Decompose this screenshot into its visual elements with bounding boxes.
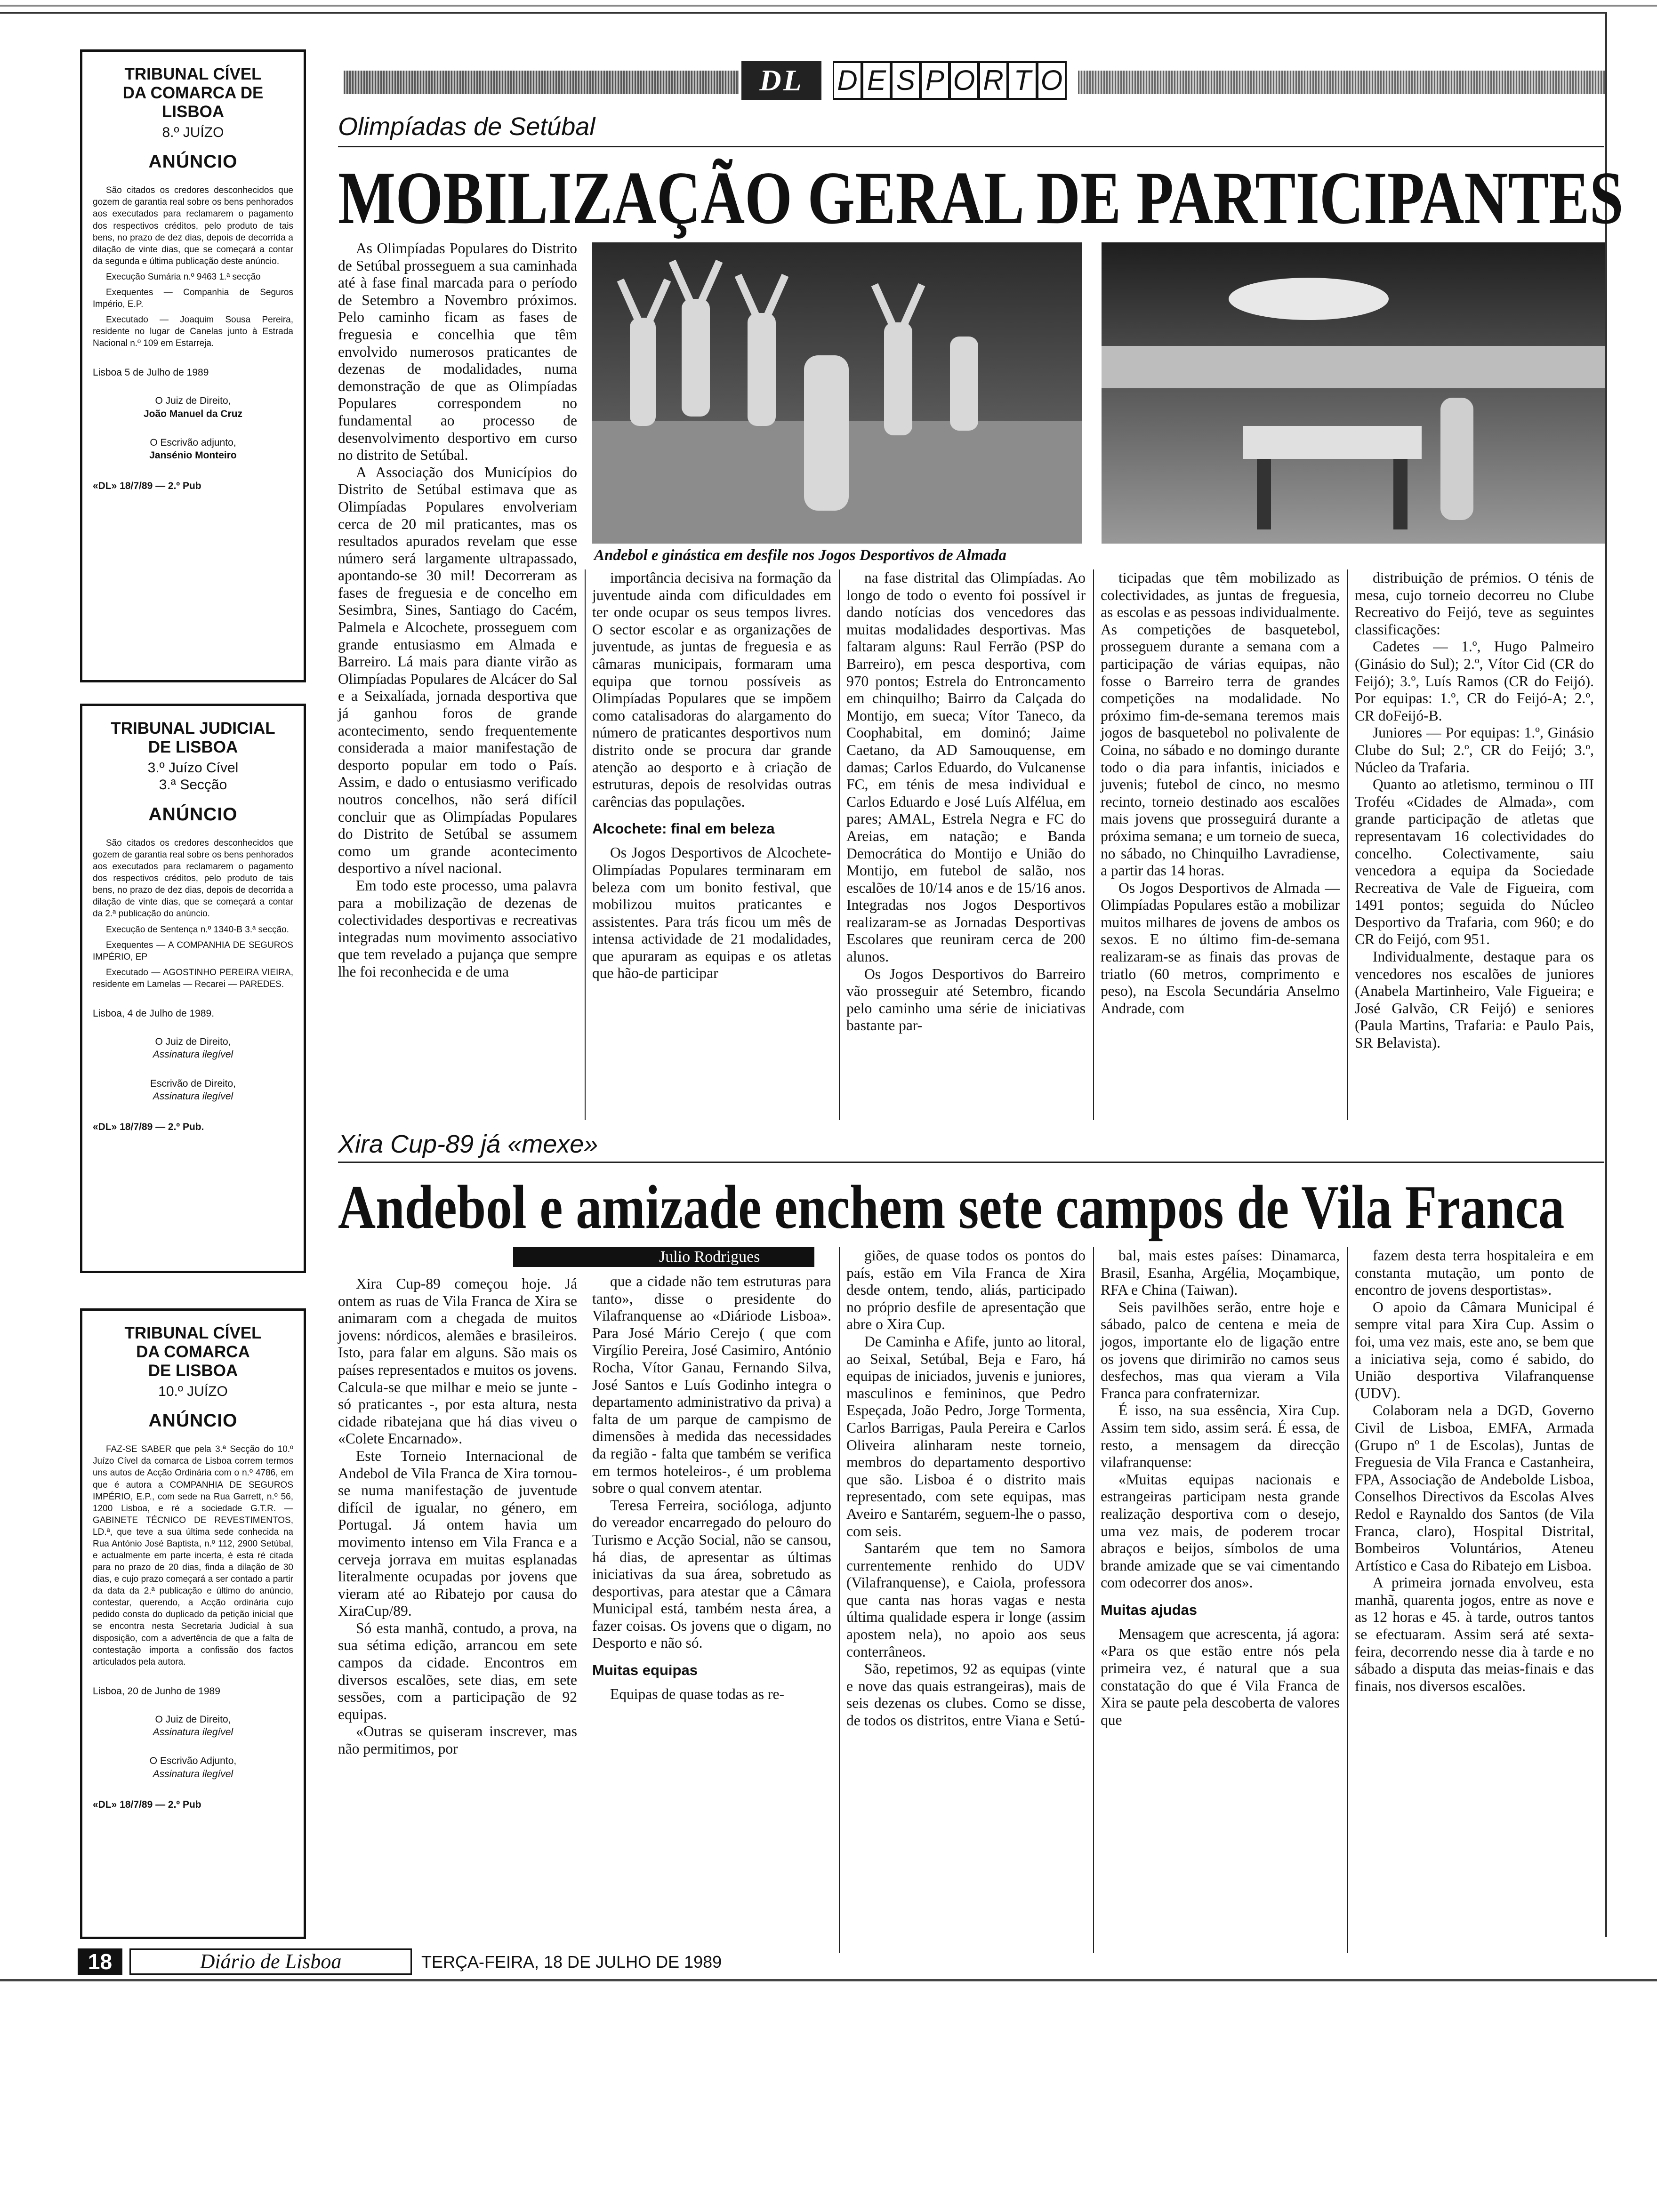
notice-body: [93, 837, 293, 990]
photo-ginastica: [1102, 242, 1605, 544]
article-subheading: Muitas ajudas: [1101, 1601, 1197, 1618]
photo-andebol: [592, 242, 1082, 544]
photo-andebol-image: [592, 242, 1082, 544]
notice-paragraph: Execução de Sentença n.º 1340-B 3.ª secção.: [106, 924, 289, 935]
article-paragraph: Xira Cup-89 começou hoje. Já ontem as ruas de Vila Franca de Xira se animaram com a chegada de muitos jovens: nórdicos, alemães e brasileiros. Isto, para falar em alguns. São mais os países representados e muitos os jovens. Calcula-se que milhar e meio se junte - só praticantes -, por esta altura, nesta cidade ribatejana que há dias viveu o «Colete Encarnado».: [338, 1275, 577, 1447]
kicker-rule: [338, 146, 1604, 147]
article-paragraph: Em todo este processo, uma palavra para a mobilização de dezenas de colectividades desportivas e recreativas integradas num movimento associativo que tem revelado a pujança que sempre lhe foi reconhecida e de uma: [338, 877, 577, 980]
signature-role: O Juiz de Direito,: [155, 395, 231, 407]
signature-name: Assinatura ilegível: [153, 1049, 233, 1060]
notice-subtitle: 3.º Juízo Cível 3.ª Secção: [147, 760, 239, 793]
section-letter: D: [833, 61, 862, 100]
article1-col3: [846, 569, 1086, 1034]
notice-date: Lisboa 5 de Julho de 1989: [93, 367, 209, 378]
article1-col2: [592, 569, 831, 982]
article-paragraph: Santarém que tem no Samora currentemente renhido do UDV (Vilafranquense), e Caiola, professora que canta nas horas vagas e nesta última qualidade espera ir longe (assim apostem nela), no apoio aos seus conterrâneos.: [846, 1540, 1086, 1660]
byline: Julio Rodrigues: [659, 1248, 760, 1266]
article-paragraph: «Outras se quiseram inscrever, mas não permitimos, por: [338, 1723, 577, 1757]
article-paragraph: Cadetes — 1.º, Hugo Palmeiro (Ginásio do Sul); 2.º, Vítor Cid (CR do Feijó); 3.º, Luís Ramos (CR do Feijó). Por equipas: 1.º, CR do Feijó-A; 2.º, CR doFeijó-B.: [1355, 638, 1594, 724]
article-paragraph: na fase distrital das Olimpíadas. Ao longo de todo o evento foi possível ir dando notícias dos vencedores das muitas modalidades desportivas. Mas faltaram alguns: Raul Ferrão (PSP do Barreiro), em pesca desportiva, com 970 pontos; Estrela do Entroncamento em chinquilho; Bairro da Calçada do Montijo, em sueca; Vítor Taneco, da Coophabital, em dominó; Jaime Caetano, da AD Samouquense, em damas; Carlos Eduardo, do Vulcanense FC, em ténis de mesa individual e Carlos Eduardo e José Luís Alfélua, em pares; AMAL, Estrela Negra e FC do Areias, em natação; e Banda Democrática do Montijo e União do Montijo, em futebol de salão, nos escalões de 10/14 anos e de 15/16 anos. Integradas nos Jogos Desportivos realizaram-se as Jornadas Desportivas Escolares que reuniram cerca de 200 alunos.: [846, 569, 1086, 965]
section-letter: O: [1038, 61, 1067, 100]
notice-signature-1: [93, 394, 293, 420]
signature-role: Escrivão de Direito,: [150, 1078, 236, 1089]
notice-signature-2: [93, 436, 293, 462]
top-rule: [0, 5, 1657, 7]
article-paragraph: bal, mais estes países: Dinamarca, Brasil, Esanha, Argélia, Moçambique, RFA e China (Taiwan).: [1101, 1247, 1340, 1298]
article1-col1: [338, 240, 577, 981]
section-letter: T: [1008, 61, 1038, 100]
article2-kicker: Xira Cup-89 já «mexe»: [338, 1130, 598, 1158]
section-logo: DL: [741, 61, 821, 100]
article2-col3: [846, 1247, 1086, 1730]
article-paragraph: As Olimpíadas Populares do Distrito de Setúbal prosseguem a sua caminhada até à fase final marcada para o período de Setembro a Novembro próximos. Pelo caminho ficam as fases de freguesia e concelhia que têm envolvido numerosos praticantes de dezenas de modalidades, numa demonstração de que as Olimpíadas Populares correspondem no fundamental ao processo de desenvolvimento desportivo em curso no distrito de Setúbal.: [338, 240, 577, 464]
notice-heading: ANÚNCIO: [148, 804, 238, 825]
article2-rule-1: [839, 1247, 840, 1953]
bottom-rule: [0, 1979, 1657, 1981]
notice-subtitle: 8.º JUÍZO: [162, 124, 224, 140]
article-paragraph: ticipadas que têm mobilizado as colectividades, as juntas de freguesia, as escolas e as pessoas individualmente. As competições de basquetebol, prosseguem durante a semana com a participação de várias equipas, não fosse o Barreiro terra de grandes competições na modalidade. No próximo fim-de-semana teremos mais jogos de basquetebol no polivalente de Coina, no sábado e no domingo durante todo o dia para infantis, iniciados e juvenis; futebol de cinco, no mesmo recinto, torneio destinado aos escalões mais jovens que prosseguirá durante a próxima semana; e um torneio de sueca, no sábado, no Chinquilho Lavradiense, a partir das 14 horas.: [1101, 569, 1340, 879]
article-paragraph: Teresa Ferreira, socióloga, adjunto do vereador encarregado do pelouro do Turismo e Acção Social, não se cansou, há dias, de apresentar as últimas iniciativas da sua área, sobretudo as desportivas, para atestar que a Câmara Municipal está, também nesta área, a fazer coisas. Os jovens que o digam, no Desporto e não só.: [592, 1497, 831, 1651]
article1-col5: [1355, 569, 1594, 1052]
notice-paragraph: Executado — Joaquim Sousa Pereira, residente no lugar de Canelas junto à Estrada Nacional n.º 109 em Estarreja.: [93, 315, 293, 349]
page-date: TERÇA-FEIRA, 18 DE JULHO DE 1989: [421, 1952, 722, 1972]
notice-paragraph: São citados os credores desconhecidos que gozem de garantia real sobre os bens penhorados aos executados para reclamarem o pagamento dos respectivos créditos, pelo produto de tais bens, no prazo de dez dias, depois de decorrida a dilação de vinte dias, que se começará a contar da 2.ª publicação do anúncio.: [93, 838, 293, 919]
notice-signature-1: [93, 1035, 293, 1061]
article2-rule-3: [1347, 1247, 1348, 1953]
article-paragraph: fazem desta terra hospitaleira e em constanta mutação, um ponto de encontro de jovens desportistas».: [1355, 1247, 1594, 1298]
section-banner-bar: [344, 71, 739, 94]
kicker2-rule: [338, 1162, 1604, 1163]
article-paragraph: Só esta manhã, contudo, a prova, na sua sétima edição, arrancou em sete campos da cidade. Encontros em diversos escalões, sete dias, em sete sessões, com a participação de 92 equipas.: [338, 1619, 577, 1723]
notice-signature-2: [93, 1755, 293, 1780]
article-paragraph: É isso, na sua essência, Xira Cup. Assim tem sido, assim será. É essa, de resto, a mensagem da direcção vilafranquense:: [1101, 1402, 1340, 1471]
page-number: 18: [78, 1948, 122, 1975]
notice-reference: «DL» 18/7/89 — 2.º Pub.: [93, 1122, 204, 1133]
article2-headline: Andebol e amizade enchem sete campos de Vila Franca: [338, 1172, 1565, 1242]
legal-notice-2: [80, 704, 306, 1273]
signature-name: Assinatura ilegível: [153, 1768, 233, 1779]
article1-headline: MOBILIZAÇÃO GERAL DE PARTICIPANTES: [338, 156, 1624, 240]
article-paragraph: A Associação dos Municípios do Distrito de Setúbal estimava que as Olimpíadas Populares envolveriam cerca de 20 mil praticantes, mas os resultados apurados revelam que esse número será largamente ultrapassado, apontando-se 30 mil! Decorreram as fases de freguesia e de concelho em Sesimbra, Sines, Santiago do Cacém, Palmela e Alcochete, prosseguem com grande entusiasmo em Almada e Barreiro. Lá mais para diante virão as Olimpíadas Populares de Alcácer do Sal e a Seixalíada, jornada desportiva que já ganhou foros de grande acontecimento, sendo frequentemente considerada a maior manifestação de desporto popular em todo o País. Assim, e dado o entusiasmo verificado noutros concelhos, não será difícil concluir que as Olimpíadas Populares do Distrito de Setúbal se assumem como um grande acontecimento desportivo a nível nacional.: [338, 464, 577, 877]
notice-paragraph: São citados os credores desconhecidos que gozem de garantia real sobre os bens penhorados aos executados para reclamarem o pagamento dos respectivos créditos, pelo produto de tais bens, no prazo de dez dias, depois de decorrida a dilação de vinte dias, que se começará a contar da segunda e última publicação deste anúncio.: [93, 185, 293, 266]
article-paragraph: giões, de quase todos os pontos do país, estão em Vila Franca de Xira desde ontem, tendo, aliás, participado no próprio desfile de apresentação que abre o Xira Cup.: [846, 1247, 1086, 1333]
article1-col4: [1101, 569, 1340, 1017]
article-paragraph: que a cidade não tem estruturas para tanto», disse o presidente do Vilafranquense ao «Diáriode Lisboa». Para José Mário Cerejo ( que com Virgílio Pereira, José Casimiro, António Rocha, Vítor Ganau, Fernando Silva, José Santos e Luís Godinho integra o departamento administrativo da priva) a falta de um parque de campismo de dimensões à medida das necessidades da região - falta que também se verifica em termos hoteleiros-, é um problema sobre o qual convem atentar.: [592, 1273, 831, 1497]
article-paragraph: importância decisiva na formação da juventude ainda com dificuldades em ter onde ocupar os seus tempos livres. O sector escolar e as organizações de juventude, as juntas de freguesia e as câmaras municipais, formaram uma equipa que tornou possíveis as Olimpíadas Populares que se impõem como catalisadoras do alargamento do número de praticantes desportivos num distrito onde se procura dar grande atenção ao desporto e à criação de estruturas, depois de resolvidas outras carências das populações.: [592, 569, 831, 810]
signature-role: O Escrivão Adjunto,: [149, 1755, 237, 1767]
signature-name: Assinatura ilegível: [153, 1090, 233, 1102]
notice-title: TRIBUNAL CÍVEL DA COMARCA DE LISBOA: [124, 1324, 262, 1380]
photo-caption: Andebol e ginástica em desfile nos Jogos Desportivos de Almada: [594, 547, 1006, 564]
section-letter: O: [950, 61, 979, 100]
article-paragraph: Quanto ao atletismo, terminou o III Troféu «Cidades de Almada», com grande participação de atletas que representavam 16 colectividades do concelho. Colectivamente, saiu vencedora a equipa da Sociedade Recreativa de Vale de Figueira, com 1491 pontos; seguida do Núcleo Desportivo da Trafaria, com 960; e do CR do Feijó, com 951.: [1355, 776, 1594, 948]
article-paragraph: Mensagem que acrescenta, já agora: «Para os que estão entre nós pela primeira vez, é natural que a sua constatação do que é Vila Franca de Xira se paute pela descoberta de valores que: [1101, 1625, 1340, 1728]
article-paragraph: Colaboram nela a DGD, Governo Civil de Lisboa, EMFA, Armada (Grupo nº 1 de Escolas), Juntas de Freguesia de Vila Franca e Castanheira, FPA, Associação de Andebolde Lisboa, Conselhos Directivos da Escolas Alves Redol e Raynaldo dos Santos (de Vila Franca, claro), Hospital Distrital, Bombeiros Voluntários, Ateneu Artístico e Casa do Ribatejo em Lisboa.: [1355, 1402, 1594, 1574]
article1-rule-4: [1347, 569, 1348, 1120]
signature-name: João Manuel da Cruz: [143, 408, 243, 419]
signature-name: Jansénio Monteiro: [149, 450, 237, 461]
photo-ginastica-image: [1102, 242, 1605, 544]
article-paragraph: Os Jogos Desportivos de Almada — Olimpíadas Populares estão a mobilizar muitos milhares de jovens de ambos os sexos. E no último fim-de-semana realizaram-se as finais das provas de triatlo (60 metros, comprimento e peso), na Escola Secundária Anselmo Andrade, com: [1101, 879, 1340, 1017]
notice-paragraph: FAZ-SE SABER que pela 3.ª Secção do 10.º Juízo Cível da comarca de Lisboa correm termos uns autos de Acção Ordinária com o n.º 4786, em que é autora a COMPANHIA DE SEGUROS IMPÉRIO, E.P., com sede na Rua Garrett, n.º 56, 1200 Lisboa, e ré a sociedade G.T.R. — GABINETE TÉCNICO DE REVESTIMENTOS, LD.ª, que teve a sua última sede conhecida na Rua António José Baptista, n.º 112, 2900 Setúbal, e actualmente em parte incerta, é esta ré citada para no prazo de 20 dias, finda a dilação de 30 dias, e cujo prazo começará a ser contado a partir da data da 2.ª publicação e último do anúncio, contestar, querendo, a Acção ordinária cujo pedido consta do duplicado da petição inicial que se encontra nesta Secretaria Judicial à sua disposição, com a advertência de que a falta de contestação importa a confissão dos factos articulados pela autora.: [93, 1444, 293, 1667]
article1-rule-1: [585, 569, 586, 1120]
article-paragraph: Os Jogos Desportivos do Barreiro vão prosseguir até Setembro, ficando pelo caminho uma série de iniciativas bastante par-: [846, 965, 1086, 1034]
notice-paragraph: Exequentes — Companhia de Seguros Império, E.P.: [93, 287, 293, 309]
article2-rule-2: [1093, 1247, 1094, 1953]
article1-rule-2: [839, 569, 840, 1120]
notice-paragraph: Exequentes — A COMPANHIA DE SEGUROS IMPÉRIO, EP: [93, 940, 293, 962]
section-letter: P: [921, 61, 950, 100]
article2-col2: [592, 1273, 831, 1703]
signature-role: O Juiz de Direito,: [155, 1036, 231, 1047]
section-letter: S: [892, 61, 921, 100]
notice-heading: ANÚNCIO: [148, 152, 238, 172]
notice-body: [93, 184, 293, 349]
top-rule-thick: [0, 12, 1605, 14]
notice-reference: «DL» 18/7/89 — 2.º Pub: [93, 1799, 201, 1810]
notice-heading: ANÚNCIO: [148, 1411, 238, 1431]
article1-rule-3: [1093, 569, 1094, 1120]
right-frame: [1605, 12, 1607, 1937]
notice-signature-2: [93, 1077, 293, 1103]
article-paragraph: Os Jogos Desportivos de Alcochete-Olimpíadas Populares terminaram em beleza com um bonito festival, que mobilizou muitos praticantes e assistentes. Para trás ficou um mês de intensa actividade de 21 modalidades, que apuraram as equipas e os atletas que hão-de participar: [592, 844, 831, 982]
notice-date: Lisboa, 20 de Junho de 1989: [93, 1685, 220, 1697]
notice-signature-1: [93, 1713, 293, 1739]
signature-role: O Escrivão adjunto,: [150, 437, 236, 448]
article-subheading: Muitas equipas: [592, 1662, 698, 1679]
article-paragraph: A primeira jornada envolveu, esta manhã, quarenta jogos, entre as nove e as 12 horas e 45. à tarde, outros tantos se efectuaram. Assim será até sexta-feira, decorrendo nesse dia à tarde e no sábado a disputa das meias-finais e das finais, nos diversos escalões.: [1355, 1574, 1594, 1694]
notice-reference: «DL» 18/7/89 — 2.º Pub: [93, 481, 201, 492]
article-paragraph: São, repetimos, 92 as equipas (vinte e nove das quais estrangeiras), mais de seis dezenas os clubes. Como se disse, de todos os distritos, entre Viana e Setú-: [846, 1660, 1086, 1729]
legal-notice-3: [80, 1308, 306, 1939]
article-paragraph: Juniores — Por equipas: 1.º, Ginásio Clube do Sul; 2.º, CR do Feijó; 3.º, Núcleo da Trafaria.: [1355, 724, 1594, 776]
signature-role: O Juiz de Direito,: [155, 1714, 231, 1725]
signature-name: Assinatura ilegível: [153, 1727, 233, 1738]
notice-title: TRIBUNAL JUDICIAL DE LISBOA: [111, 719, 275, 756]
section-banner-bar-right: [1078, 71, 1605, 94]
article2-col4: [1101, 1247, 1340, 1729]
legal-notice-1: [80, 49, 306, 682]
notice-paragraph: Executado — AGOSTINHO PEREIRA VIEIRA, residente em Lamelas — Recarei — PAREDES.: [93, 967, 293, 989]
notice-paragraph: Execução Sumária n.º 9463 1.ª secção: [106, 272, 261, 282]
article-paragraph: Seis pavilhões serão, entre hoje e sábado, palco de centena e meia de jogos, importante elo de ligação entre os jovens que dirimirão no camos seus desfechos, mas qua vieram a Vila Franca para confraternizar.: [1101, 1298, 1340, 1402]
article-paragraph: «Muitas equipas nacionais e estrangeiras participam nesta grande realização desportiva com o desejo, uma vez mais, de poderem trocar abraços e beijos, símbolos de uma brande amizade que se vai cimentando com odecorrer dos anos».: [1101, 1471, 1340, 1591]
article2-col5: [1355, 1247, 1594, 1695]
notice-date: Lisboa, 4 de Julho de 1989.: [93, 1008, 215, 1019]
article-paragraph: O apoio da Câmara Municipal é sempre vital para Xira Cup. Assim o foi, uma vez mais, este ano, se bem que a iniciativa seja, como é sabido, do União desportiva Vilafranquense (UDV).: [1355, 1298, 1594, 1402]
article1-kicker: Olimpíadas de Setúbal: [338, 112, 595, 141]
paper-name: Diário de Lisboa: [129, 1948, 412, 1975]
article-paragraph: Individualmente, destaque para os vencedores nos escalões de juniores (Anabela Martinheiro, Vale Figueira; e José Galvão, CR Feijó) e seniores (Paula Martins, Trafaria: e Paulo Pais, SR Belavista).: [1355, 948, 1594, 1051]
article2-col1: [338, 1275, 577, 1758]
section-letter: E: [862, 61, 892, 100]
section-letter: R: [979, 61, 1008, 100]
article-paragraph: Equipas de quase todas as re-: [610, 1686, 785, 1703]
section-name: [833, 61, 1067, 100]
article-paragraph: distribuição de prémios. O ténis de mesa, cujo torneio decorreu no Clube Recreativo do Feijó, teve as seguintes classificações:: [1355, 569, 1594, 638]
notice-body: [93, 1443, 293, 1667]
notice-subtitle: 10.º JUÍZO: [158, 1383, 228, 1399]
article-paragraph: Este Torneio Internacional de Andebol de Vila Franca de Xira tornou-se numa manifestação de juventude difícil de igualar, no género, em Portugal. Já ontem havia um movimento intenso em Vila Franca e a cerveja jorrava em muitas esplanadas literalmente ocupadas por jovens que vieram até ao Ribatejo por causa do XiraCup/89.: [338, 1447, 577, 1619]
article-subheading: Alcochete: final em beleza: [592, 820, 775, 837]
article-paragraph: De Caminha e Afife, junto ao litoral, ao Seixal, Setúbal, Beja e Faro, há equipas de iniciados, juvenis e juniores, masculinos e femininos, que Pedro Espeçada, João Pedro, Jorge Tormenta, Carlos Barrigas, Paula Pereira e Carlos Oliveira alinharam neste torneio, membros do departamento desportivo que são. Lisboa é o distrito mais representado, com sete equipas, mas Aveiro e Santarém, seguem-lhe o passo, com seis.: [846, 1333, 1086, 1539]
notice-title: TRIBUNAL CÍVEL DA COMARCA DE LISBOA: [122, 65, 264, 121]
